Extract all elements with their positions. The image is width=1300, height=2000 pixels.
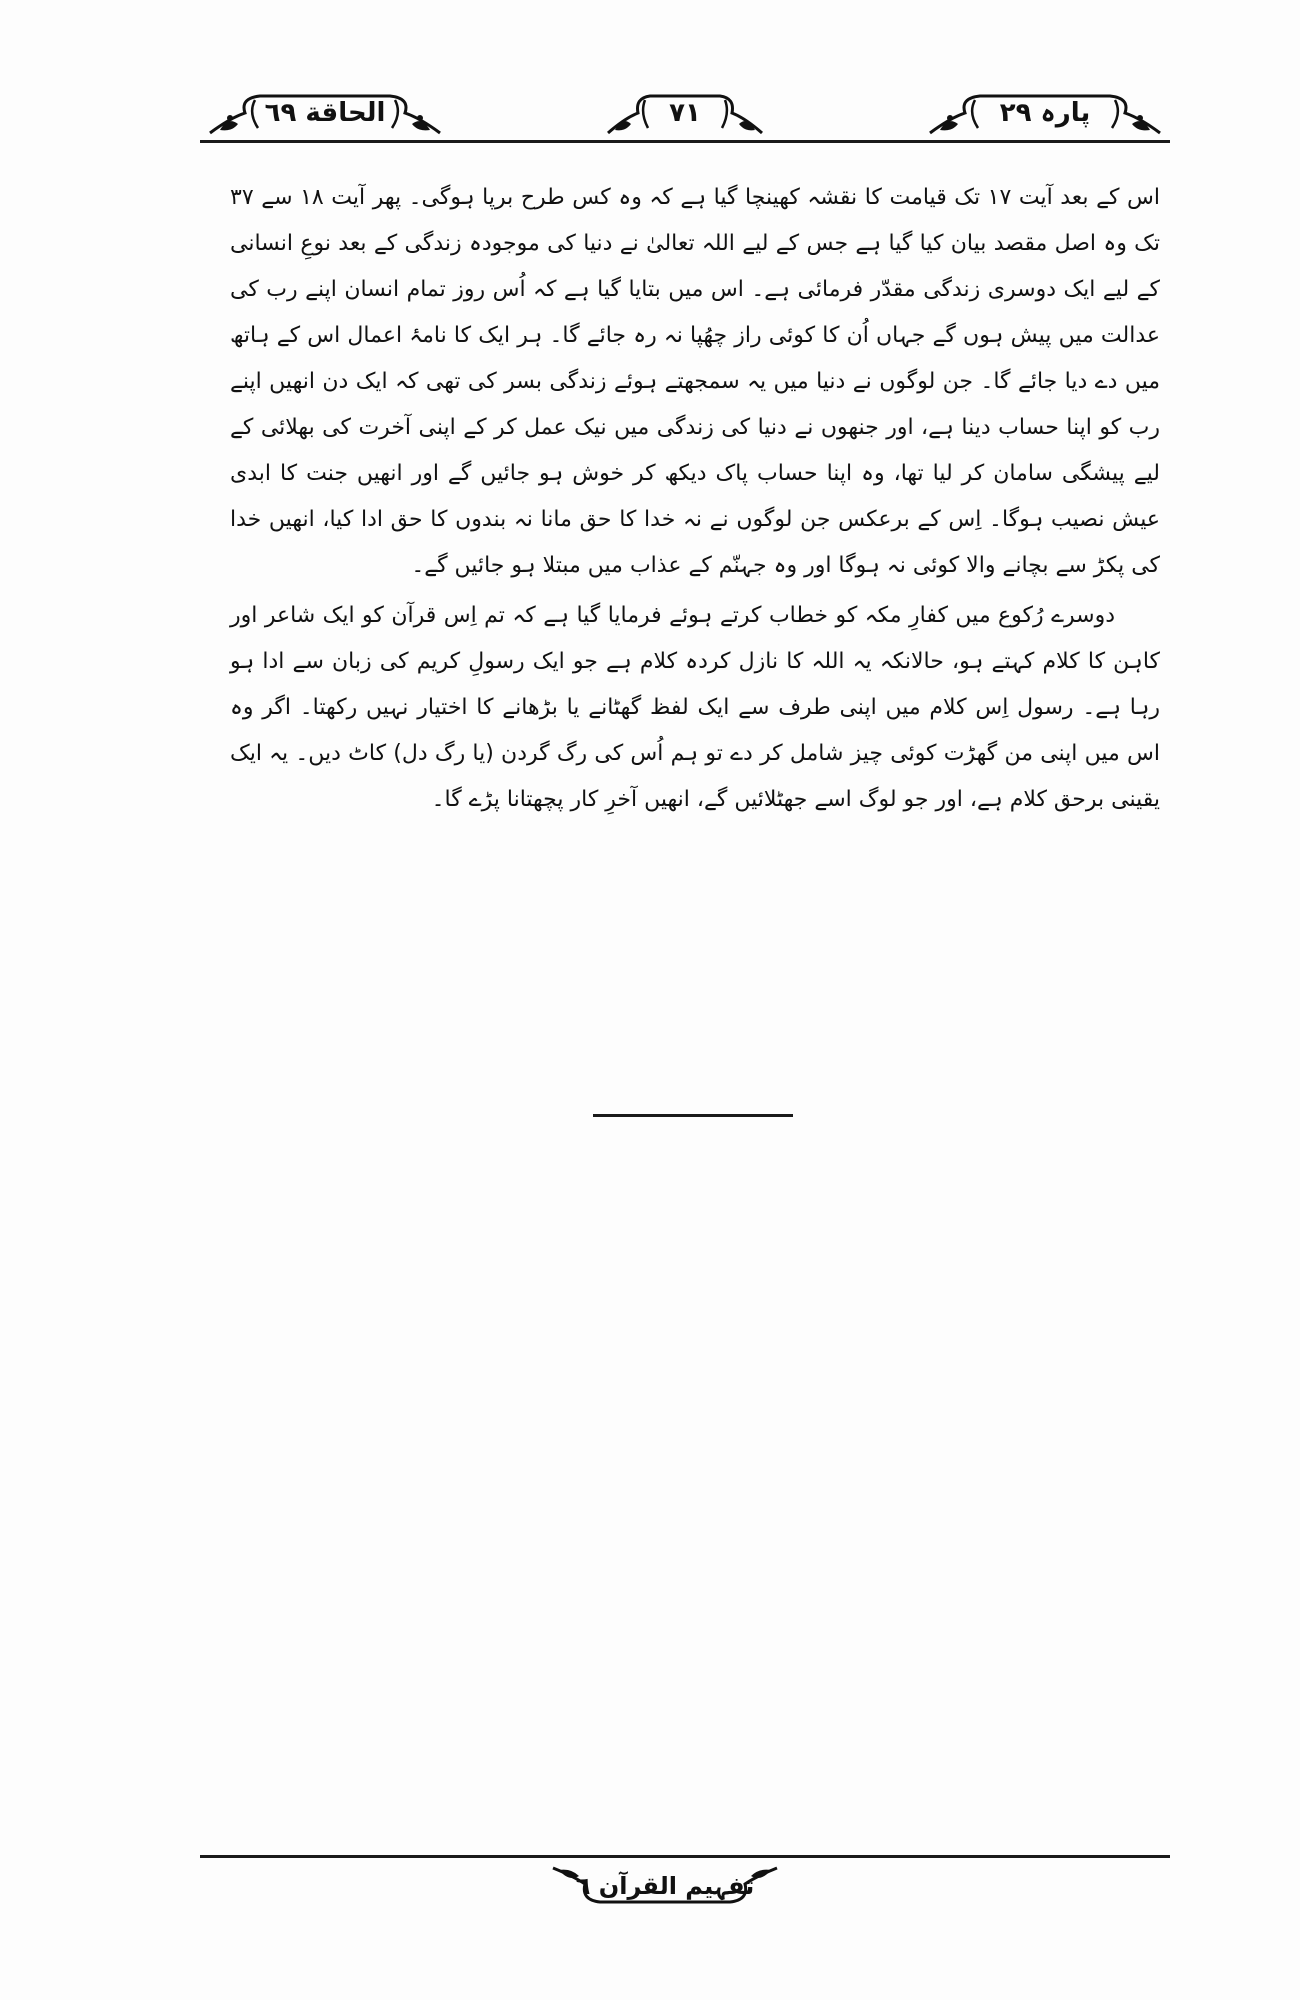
page-header (200, 80, 1170, 144)
para-number-label: پارہ ۲۹ (999, 98, 1091, 128)
footer-divider (200, 1855, 1170, 1858)
paragraph: اس کے بعد آیت ۱۷ تک قیامت کا نقشہ کھینچا گیا ہے کہ وہ کس طرح برپا ہوگی۔ پھر آیت ۱۸ سے ۳۷ تک وہ اصل مقصد بیان کیا گیا ہے جس کے لیے اللہ تعالیٰ نے دنیا کی موجودہ زندگی کے بعد نوعِ انسانی کے لیے ایک دوسری زندگی مقدّر فرمائی ہے۔ اس میں بتایا گیا ہے کہ اُس روز تمام انسان اپنے رب کی عدالت میں پیش ہوں گے جہاں اُن کا کوئی راز چھُپا نہ رہ جائے گا۔ ہر ایک کا نامۂ اعمال اس کے ہاتھ میں دے دیا جائے گا۔ جن لوگوں نے دنیا میں یہ سمجھتے ہوئے زندگی بسر کی تھی کہ ایک دن انھیں اپنے رب کو اپنا حساب دینا ہے، اور جنھوں نے دنیا کی زندگی میں نیک عمل کر کے اپنی آخرت کی بھلائی کے لیے پیشگی سامان کر لیا تھا، وہ اپنا حساب پاک دیکھ کر خوش ہو جائیں گے اور انھیں جنت کا ابدی عیش نصیب ہوگا۔ اِس کے برعکس جن لوگوں نے نہ خدا کا حق مانا نہ بندوں کا حق ادا کیا، انھیں خدا کی پکڑ سے بچانے والا کوئی نہ ہوگا اور وہ جہنّم کے عذاب میں مبتلا ہو جائیں گے۔ (230, 185, 1160, 578)
section-end-divider (593, 1114, 793, 1117)
book-title-label: تفہیم القرآن ٦ (575, 1872, 755, 1900)
commentary-body (230, 175, 1160, 823)
para-number-cartouche (920, 88, 1170, 138)
header-divider (200, 140, 1170, 143)
paragraph: دوسرے رُکوع میں کفارِ مکہ کو خطاب کرتے ہوئے فرمایا گیا ہے کہ تم اِس قرآن کو ایک شاعر اور کاہن کا کلام کہتے ہو، حالانکہ یہ اللہ کا نازل کردہ کلام ہے جو ایک رسولِ کریم کی زبان سے ادا ہو رہا ہے۔ رسول اِس کلام میں اپنی طرف سے ایک لفظ گھٹانے یا بڑھانے کا اختیار نہیں رکھتا۔ اگر وہ اس میں اپنی من گھڑت کوئی چیز شامل کر دے تو ہم اُس کی رگ گردن (یا رگ دل) کاٹ دیں۔ یہ ایک یقینی برحق کلام ہے، اور جو لوگ اسے جھٹلائیں گے، انھیں آخرِ کار پچھتانا پڑے گا۔ (230, 603, 1160, 812)
surah-name-cartouche (200, 88, 450, 138)
page-number-cartouche (600, 88, 770, 138)
page-number-label: ۷۱ (669, 98, 701, 128)
book-title-cartouche (545, 1862, 785, 1910)
surah-name-label: الحاقة ٦٩ (264, 98, 386, 128)
